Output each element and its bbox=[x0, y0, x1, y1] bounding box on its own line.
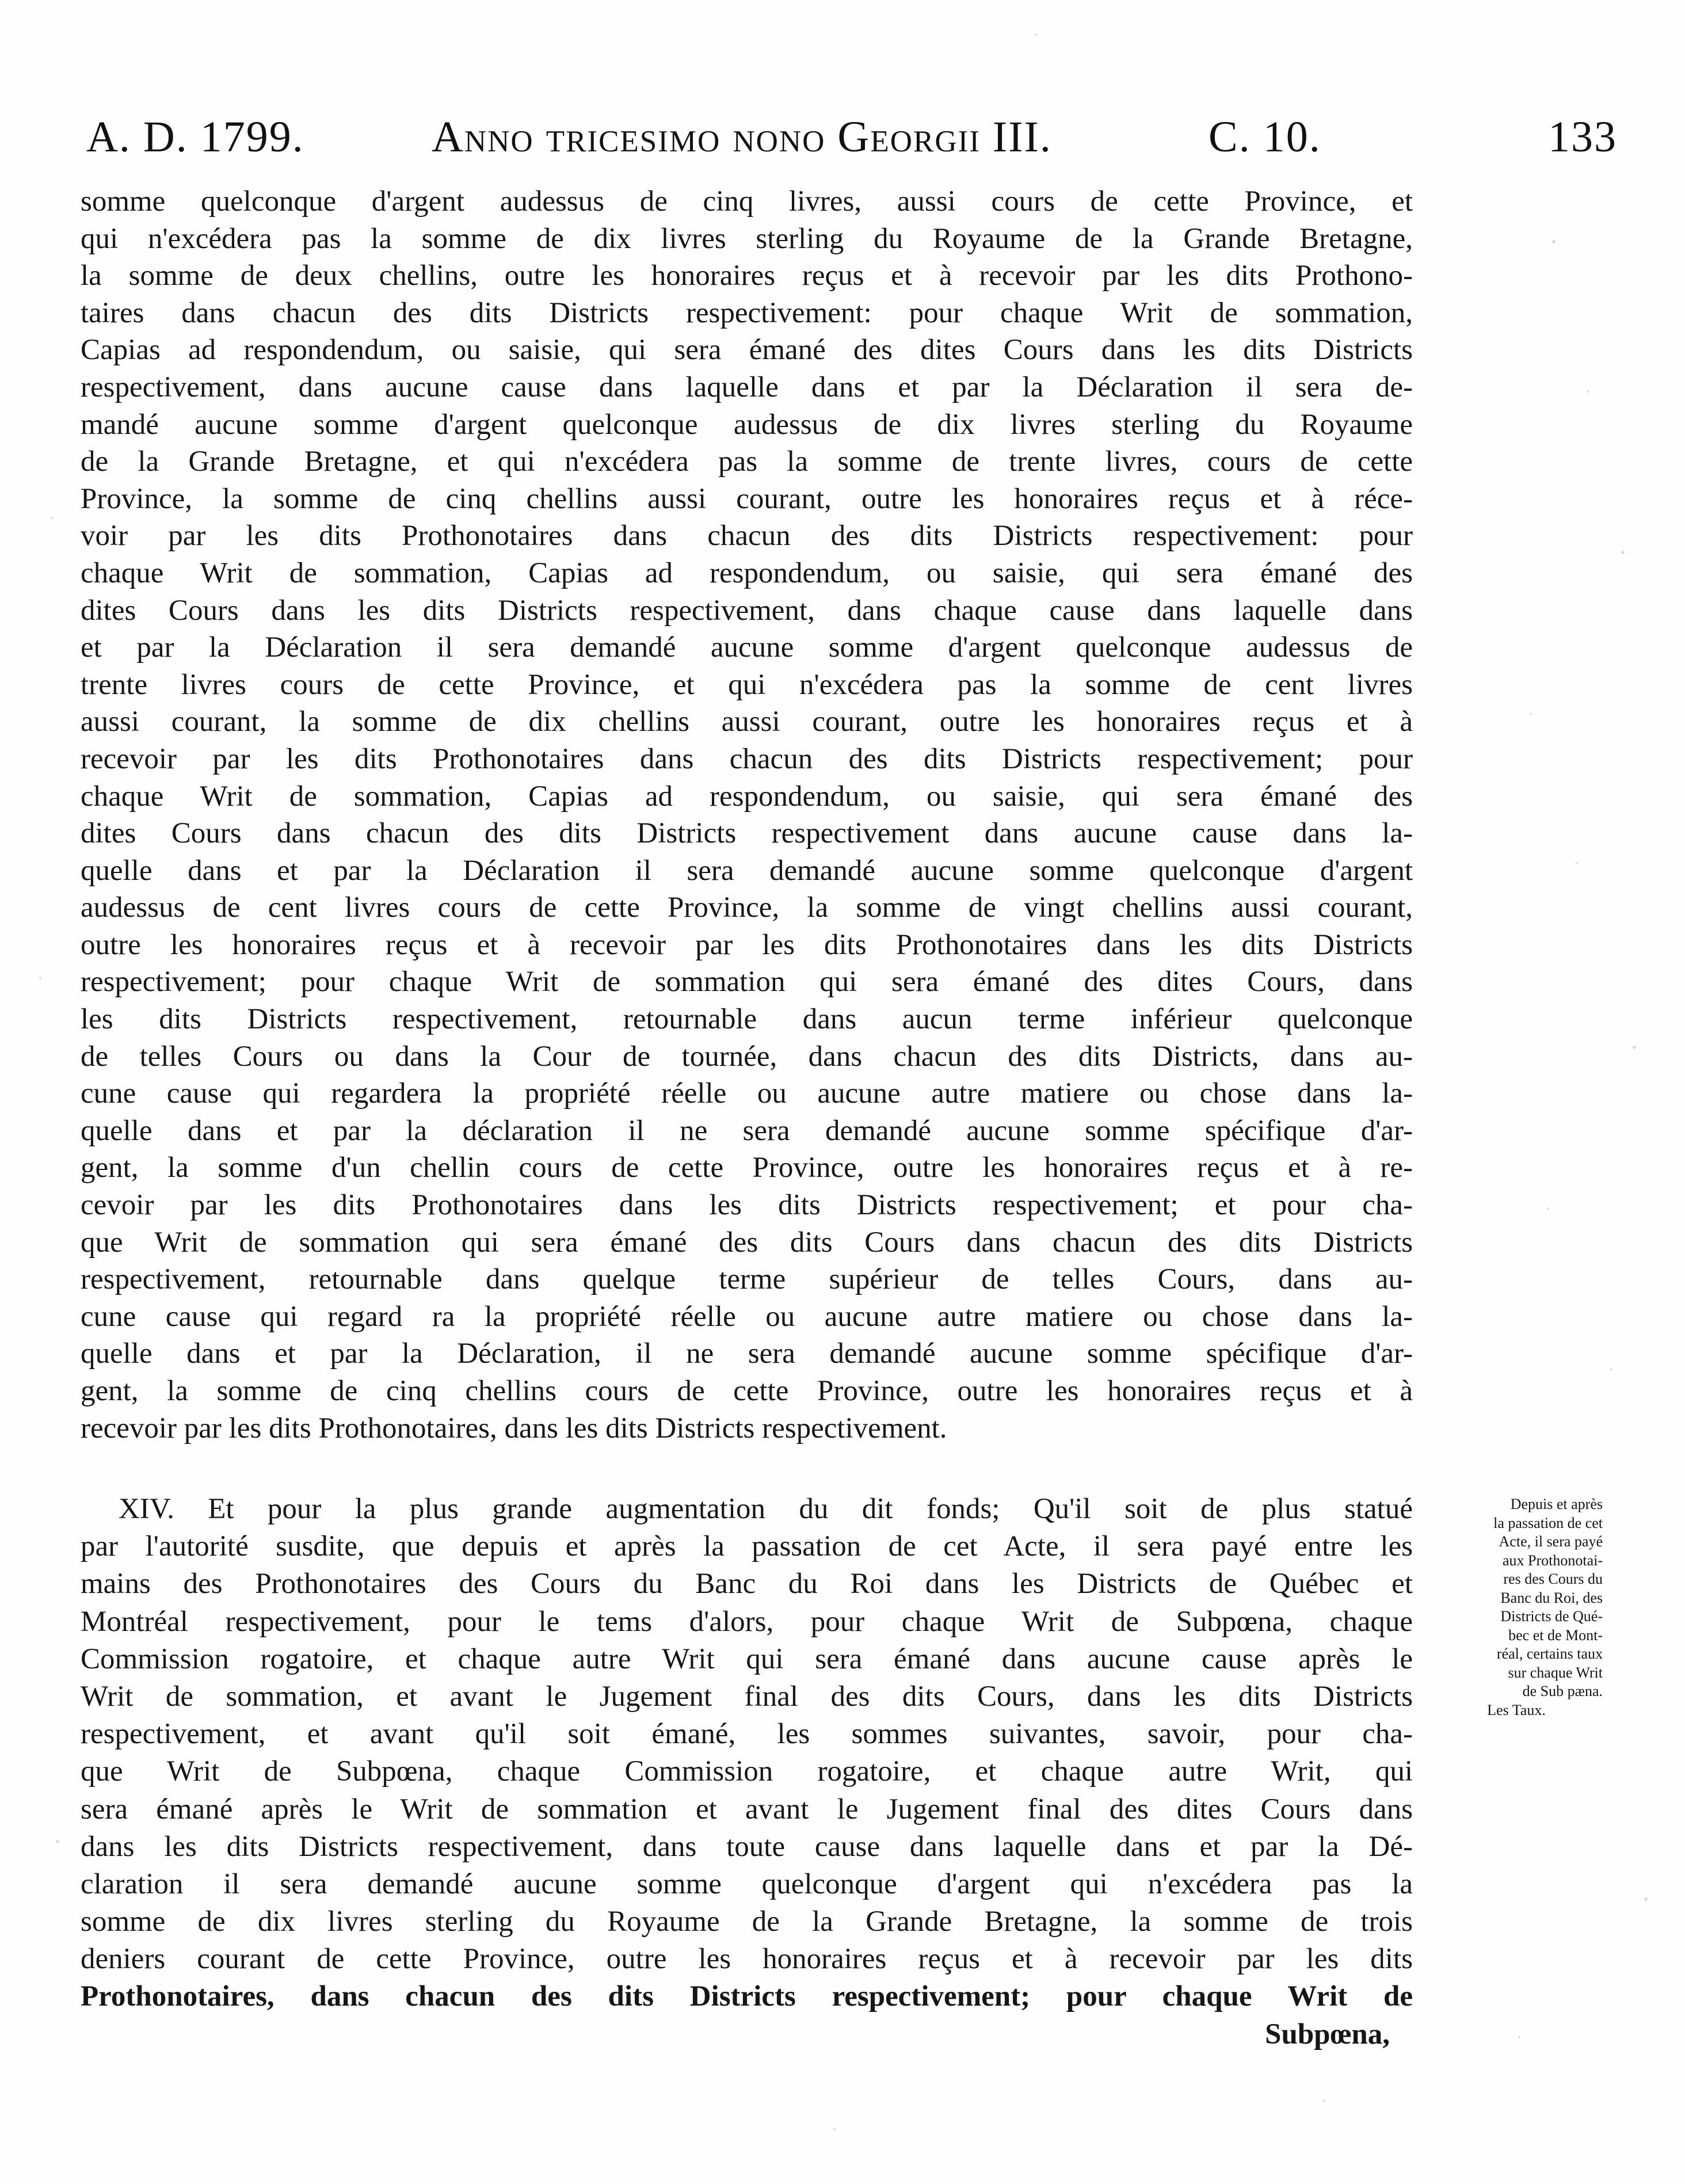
running-head-title: Anno tricesimo nono Georgii III. bbox=[432, 113, 1052, 161]
text-line: outre les honoraires reçus et à recevoir par les dits Prothonotaires dans les dits Districts bbox=[81, 928, 1413, 961]
text-line: que Writ de Subpœna, chaque Commission rogatoire, et chaque autre Writ, qui bbox=[81, 1755, 1413, 1788]
text-line: chaque Writ de sommation, Capias ad respondendum, ou saisie, qui sera émané des bbox=[81, 780, 1413, 813]
running-head bbox=[86, 102, 1617, 171]
text-line: XIV. Et pour la plus grande augmentation du dit fonds; Qu'il soit de plus statué bbox=[119, 1493, 1413, 1525]
text-line: quelle dans et par la Déclaration il sera demandé aucune somme quelconque d'argent bbox=[81, 854, 1413, 887]
running-head-chapter: C. 10. bbox=[1209, 113, 1321, 161]
marginal-note-line: res des Cours du bbox=[1503, 1571, 1603, 1587]
text-line: somme quelconque d'argent audessus de cinq livres, aussi cours de cette Province, et bbox=[81, 185, 1413, 218]
text-line: audessus de cent livres cours de cette Province, la somme de vingt chellins aussi courant, bbox=[81, 891, 1413, 924]
text-line: taires dans chacun des dits Districts respectivement: pour chaque Writ de sommation, bbox=[81, 296, 1413, 329]
marginal-note bbox=[1430, 1495, 1603, 1720]
text-line: Writ de sommation, et avant le Jugement final des dits Cours, dans les dits Districts bbox=[81, 1680, 1413, 1713]
text-line: respectivement; pour chaque Writ de sommation qui sera émané des dites Cours, dans bbox=[81, 966, 1413, 998]
running-head-year: A. D. 1799. bbox=[86, 113, 304, 161]
marginal-note-line: la passation de cet bbox=[1493, 1514, 1603, 1531]
text-line: Commission rogatoire, et chaque autre Writ qui sera émané dans aucune cause après le bbox=[81, 1642, 1413, 1675]
catchword: Subpœna, bbox=[1265, 2018, 1390, 2050]
text-line: dans les dits Districts respectivement, dans toute cause dans laquelle dans et par la Dé- bbox=[81, 1830, 1413, 1863]
text-line: respectivement, dans aucune cause dans laquelle dans et par la Déclaration il sera de- bbox=[81, 371, 1413, 403]
text-line: respectivement, retournable dans quelque terme supérieur de telles Cours, dans au- bbox=[81, 1263, 1413, 1296]
text-line: dites Cours dans chacun des dits Districts respectivement dans aucune cause dans la- bbox=[81, 817, 1413, 850]
text-line: sera émané après le Writ de sommation et avant le Jugement final des dites Cours dans bbox=[81, 1793, 1413, 1825]
text-line: gent, la somme d'un chellin cours de cette Province, outre les honoraires reçus et à re- bbox=[81, 1152, 1413, 1184]
text-line: recevoir par les dits Prothonotaires dans chacun des dits Districts respectivement; pour bbox=[81, 742, 1413, 775]
marginal-note-line: sur chaque Writ bbox=[1508, 1664, 1603, 1681]
marginal-note-line: Districts de Qué- bbox=[1500, 1608, 1603, 1625]
marginal-note-line: Les Taux. bbox=[1487, 1701, 1546, 1718]
text-line: Province, la somme de cinq chellins aussi courant, outre les honoraires reçus et à réce- bbox=[81, 482, 1413, 515]
text-line: recevoir par les dits Prothonotaires, dans les dits Districts respectivement. bbox=[81, 1412, 947, 1444]
text-line: les dits Districts respectivement, retournable dans aucun terme inférieur quelconque bbox=[81, 1003, 1413, 1036]
text-line: voir par les dits Prothonotaires dans chacun des dits Districts respectivement: pour bbox=[81, 520, 1413, 552]
text-line: dites Cours dans les dits Districts respectivement, dans chaque cause dans laquelle dans bbox=[81, 594, 1413, 627]
text-line: de la Grande Bretagne, et qui n'excédera pas la somme de trente livres, cours de cette bbox=[81, 445, 1413, 478]
text-line: de telles Cours ou dans la Cour de tournée, dans chacun des dits Districts, dans au- bbox=[81, 1040, 1413, 1073]
paragraph-section-xiv bbox=[81, 1491, 1413, 2053]
text-line: gent, la somme de cinq chellins cours de cette Province, outre les honoraires reçus et à bbox=[81, 1375, 1413, 1407]
marginal-note-line: bec et de Mont- bbox=[1508, 1626, 1603, 1644]
text-line: cevoir par les dits Prothonotaires dans les dits Districts respectivement; et pour cha- bbox=[81, 1189, 1413, 1222]
text-line: aussi courant, la somme de dix chellins aussi courant, outre les honoraires reçus et à bbox=[81, 706, 1413, 738]
text-line: respectivement, et avant qu'il soit émané, les sommes suivantes, savoir, pour cha- bbox=[81, 1718, 1413, 1751]
marginal-note-line: Acte, il sera payé bbox=[1499, 1533, 1603, 1550]
text-line: claration il sera demandé aucune somme quelconque d'argent qui n'excédera pas la bbox=[81, 1867, 1413, 1900]
text-line: chaque Writ de sommation, Capias ad respondendum, ou saisie, qui sera émané des bbox=[81, 557, 1413, 589]
text-line: et par la Déclaration il sera demandé aucune somme d'argent quelconque audessus de bbox=[81, 631, 1413, 664]
paragraph-continuation bbox=[81, 183, 1413, 1447]
text-line: deniers courant de cette Province, outre les honoraires reçus et à recevoir par les dits bbox=[81, 1943, 1413, 1976]
text-line: par l'autorité susdite, que depuis et après la passation de cet Acte, il sera payé entre les bbox=[81, 1530, 1413, 1563]
text-line: cune cause qui regard ra la propriété réelle ou aucune autre matiere ou chose dans la- bbox=[81, 1300, 1413, 1333]
page-number: 133 bbox=[1548, 113, 1617, 161]
text-line: qui n'excédera pas la somme de dix livres sterling du Royaume de la Grande Bretagne, bbox=[81, 222, 1413, 255]
marginal-note-line: Depuis et après bbox=[1510, 1496, 1603, 1512]
text-line: somme de dix livres sterling du Royaume de la Grande Bretagne, la somme de trois bbox=[81, 1905, 1413, 1938]
text-line: mandé aucune somme d'argent quelconque audessus de dix livres sterling du Royaume bbox=[81, 408, 1413, 441]
marginal-note-line: réal, certains taux bbox=[1496, 1645, 1603, 1662]
text-line: trente livres cours de cette Province, et qui n'excédera pas la somme de cent livres bbox=[81, 668, 1413, 701]
text-line: mains des Prothonotaires des Cours du Banc du Roi dans les Districts de Québec et bbox=[81, 1568, 1413, 1600]
text-line: quelle dans et par la Déclaration, il ne sera demandé aucune somme spécifique d'ar- bbox=[81, 1337, 1413, 1370]
text-line: que Writ de sommation qui sera émané des dits Cours dans chacun des dits Districts bbox=[81, 1226, 1413, 1259]
text-line: quelle dans et par la déclaration il ne sera demandé aucune somme spécifique d'ar- bbox=[81, 1114, 1413, 1147]
marginal-note-line: aux Prothonotai- bbox=[1502, 1552, 1603, 1569]
text-line: Prothonotaires, dans chacun des dits Districts respectivement; pour chaque Writ de bbox=[81, 1980, 1413, 2013]
text-line: la somme de deux chellins, outre les honoraires reçus et à recevoir par les dits Prothono- bbox=[81, 260, 1413, 292]
text-line: Montréal respectivement, pour le tems d'alors, pour chaque Writ de Subpœna, chaque bbox=[81, 1605, 1413, 1638]
marginal-note-line: de Sub pæna. bbox=[1522, 1683, 1603, 1699]
text-line: cune cause qui regardera la propriété réelle ou aucune autre matiere ou chose dans la- bbox=[81, 1077, 1413, 1110]
marginal-note-line: Banc du Roi, des bbox=[1500, 1589, 1603, 1606]
text-line: Capias ad respondendum, ou saisie, qui sera émané des dites Cours dans les dits Districts bbox=[81, 334, 1413, 367]
